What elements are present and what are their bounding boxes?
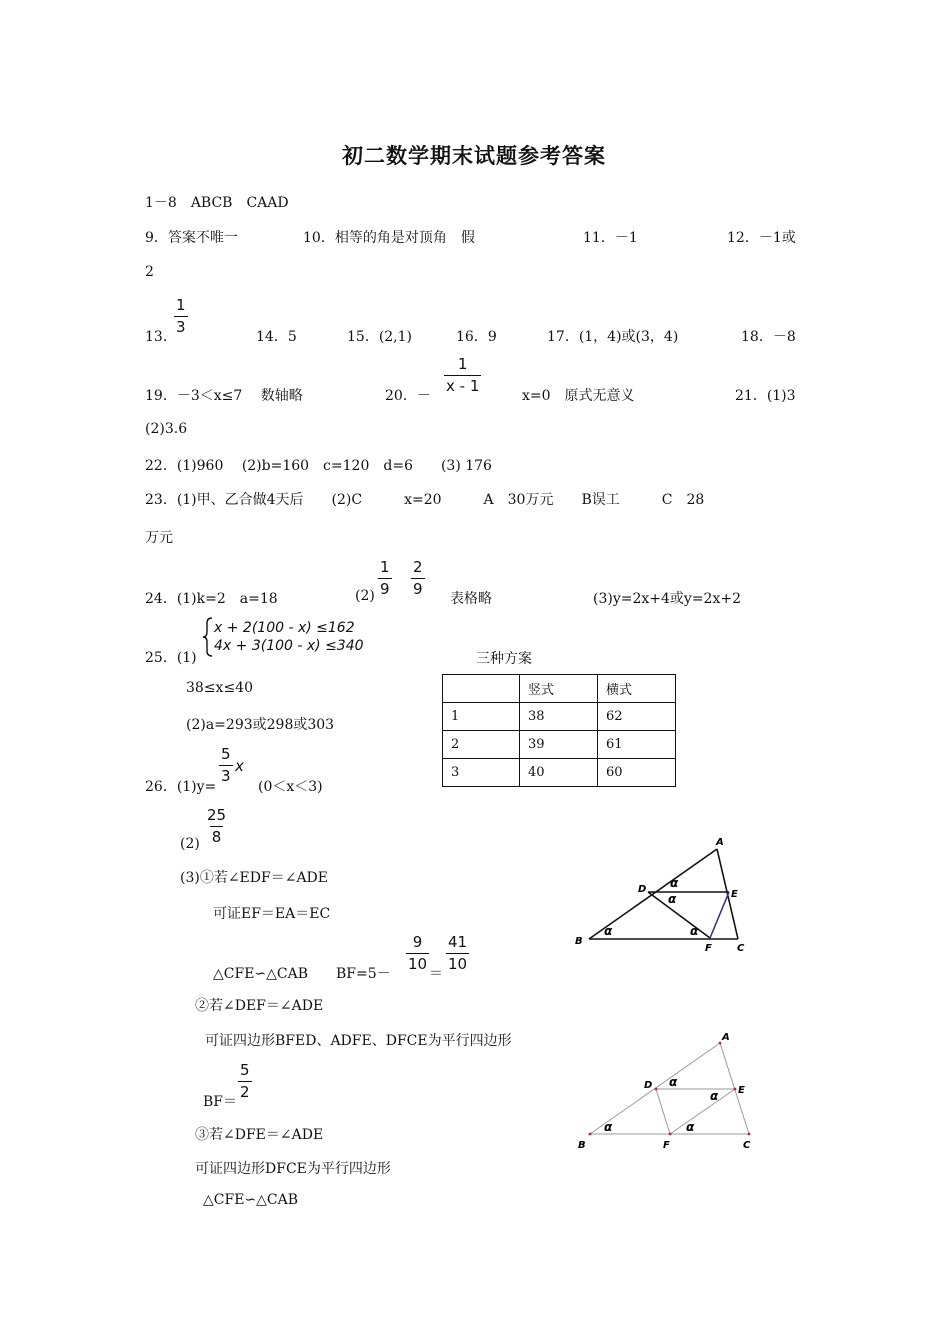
table-cell: 62 <box>598 703 676 731</box>
answer-1-8: 1－8 ABCB CAAD <box>145 195 289 211</box>
answer-11: 11．－1 <box>583 230 638 246</box>
answer-25-2: (2)a=293或298或303 <box>186 717 335 733</box>
answer-25: 25．(1) <box>145 650 197 666</box>
angle-alpha: α <box>604 924 613 938</box>
answer-17: 17．(1，4)或(3，4) <box>547 329 679 345</box>
fraction-24-b: $\frac{2}{9}$ <box>413 558 423 598</box>
label-c: C <box>743 1140 751 1151</box>
fraction-bf-b: $\frac{41}{10}$ <box>448 933 468 973</box>
equals-sign: ＝ <box>429 966 443 982</box>
fraction-24-a: $\frac{1}{9}$ <box>380 558 390 598</box>
answer-20: 20．－ <box>385 388 431 404</box>
answer-12-cont: 2 <box>145 264 154 280</box>
case-2: ②若∠DEF＝∠ADE <box>195 998 324 1014</box>
label-b: B <box>578 1140 586 1151</box>
answer-19: 19．－3＜x≤7 数轴略 <box>145 388 303 404</box>
label-c: C <box>737 943 745 954</box>
table-cell: 39 <box>520 731 598 759</box>
plan-caption: 三种方案 <box>476 651 532 667</box>
case-3-proof: 可证四边形DFCE为平行四边形 <box>195 1161 391 1177</box>
case-2-proof: 可证四边形BFED、ADFE、DFCE为平行四边形 <box>205 1033 512 1049</box>
page-title: 初二数学期末试题参考答案 <box>342 143 606 168</box>
answer-21: 21．(1)3 <box>735 388 796 404</box>
answer-24-table: 表格略 <box>450 591 492 607</box>
label-f: F <box>663 1140 670 1151</box>
label-e: E <box>731 889 738 900</box>
variable-x: x <box>235 757 244 775</box>
triangle-figure-1 <box>570 830 760 960</box>
table-row <box>443 731 676 759</box>
label-b: B <box>575 936 583 947</box>
fraction-20: $\frac{1}{x - 1}$ <box>446 355 480 395</box>
system-brace <box>202 617 214 657</box>
angle-alpha: α <box>710 1089 719 1103</box>
table-row <box>443 703 676 731</box>
angle-alpha: α <box>670 876 679 890</box>
table-cell: 38 <box>520 703 598 731</box>
fraction-case-2: $\frac{5}{2}$ <box>240 1061 250 1101</box>
answer-18: 18．－8 <box>741 329 796 345</box>
table-cell: 1 <box>443 703 520 731</box>
answer-24-3: (3)y=2x+4或y=2x+2 <box>593 591 741 607</box>
angle-alpha: α <box>668 892 677 906</box>
answer-26-3a: 可证EF＝EA＝EC <box>213 906 331 922</box>
inequality-1: x + 2(100 - x) ≤162 <box>214 620 355 636</box>
answer-26-3: (3)①若∠EDF＝∠ADE <box>180 870 329 886</box>
triangle-figure-2 <box>570 1025 760 1155</box>
fraction-13: $\frac{1}{3}$ <box>176 296 186 336</box>
answer-15: 15．(2,1) <box>347 329 413 345</box>
case-3: ③若∠DFE＝∠ADE <box>195 1127 324 1143</box>
label-e: E <box>738 1085 745 1096</box>
label-a: A <box>716 837 724 848</box>
table-cell: 40 <box>520 759 598 787</box>
angle-alpha: α <box>669 1075 678 1089</box>
label-a: A <box>722 1032 730 1043</box>
answer-12: 12．－1或 <box>727 230 796 246</box>
plan-table <box>442 674 676 787</box>
angle-alpha: α <box>690 924 699 938</box>
answer-24-2: (2) <box>355 588 375 604</box>
table-header-cell: 横式 <box>598 675 676 703</box>
answer-10: 10．相等的角是对顶角 假 <box>303 230 475 246</box>
label-d: D <box>638 884 647 895</box>
table-cell: 61 <box>598 731 676 759</box>
answer-26-3b: △CFE∽△CAB BF=5－ <box>213 966 391 982</box>
angle-alpha: α <box>604 1120 613 1134</box>
fraction-bf-a: $\frac{9}{10}$ <box>408 933 428 973</box>
answer-26: 26．(1)y= <box>145 779 217 795</box>
label-d: D <box>644 1080 653 1091</box>
answer-25-range: 38≤x≤40 <box>186 680 253 696</box>
case-2-bf: BF＝ <box>203 1094 238 1110</box>
inequality-2: 4x + 3(100 - x) ≤340 <box>214 638 364 654</box>
answer-13: 13． <box>145 329 177 345</box>
table-cell: 60 <box>598 759 676 787</box>
table-cell: 2 <box>443 731 520 759</box>
answer-9: 9．答案不唯一 <box>145 230 238 246</box>
table-header-row <box>443 675 676 703</box>
table-header-cell <box>443 675 520 703</box>
answer-23: 23．(1)甲、乙合做4天后 (2)C x=20 A 30万元 B误工 C 28 <box>145 492 705 508</box>
answer-21-cont: (2)3.6 <box>145 421 188 437</box>
case-3-similar: △CFE∽△CAB <box>203 1192 299 1208</box>
answer-20-b: x=0 原式无意义 <box>522 388 635 404</box>
answer-23-cont: 万元 <box>145 530 173 546</box>
answer-14: 14．5 <box>256 329 297 345</box>
answer-22: 22．(1)960 (2)b=160 c=120 d=6 (3) 176 <box>145 458 492 474</box>
label-f: F <box>705 943 712 954</box>
table-header-cell: 竖式 <box>520 675 598 703</box>
answer-26-range: (0＜x＜3) <box>258 779 323 795</box>
fraction-26-2: $\frac{25}{8}$ <box>207 806 227 846</box>
answer-26-2: (2) <box>180 836 200 852</box>
answer-24: 24．(1)k=2 a=18 <box>145 591 278 607</box>
answer-16: 16．9 <box>456 329 497 345</box>
table-cell: 3 <box>443 759 520 787</box>
fraction-26: $\frac{5}{3}$ <box>221 745 231 785</box>
angle-alpha: α <box>686 1120 695 1134</box>
table-row <box>443 759 676 787</box>
